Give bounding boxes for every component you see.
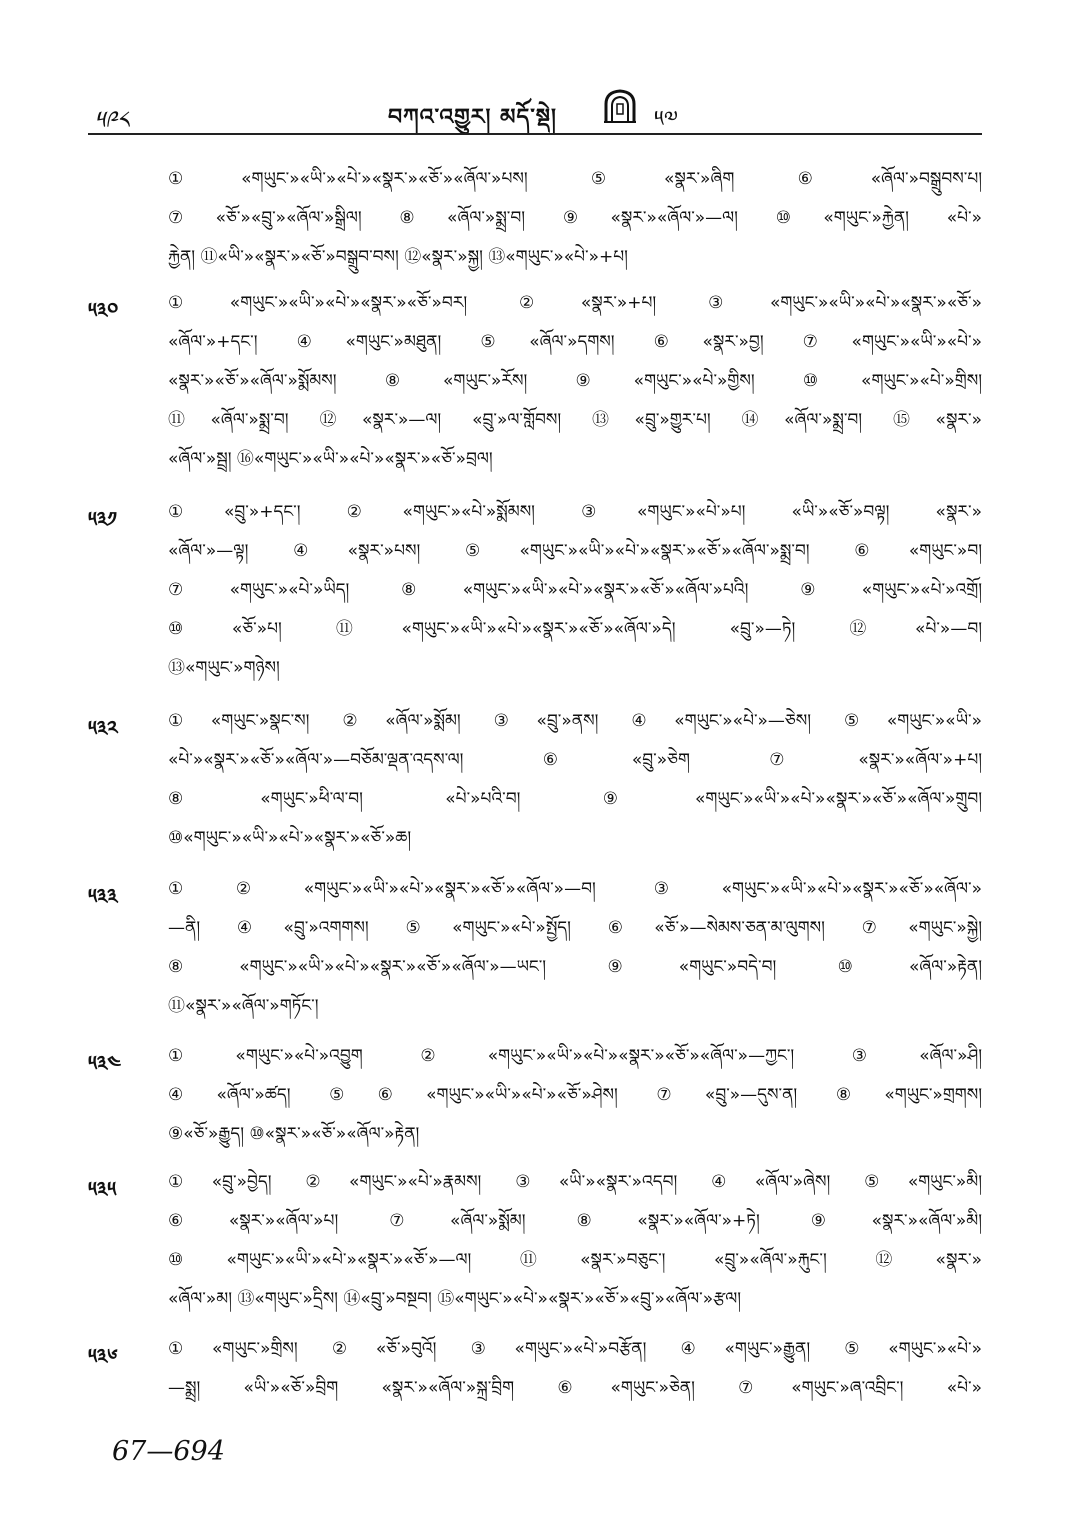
text-line: «ཞོལ་»སྦྲ། ⑯«གཡུང་»«ཡི་»«པེ་»«སྣར་»«ཅོ་»བྲལ། (168, 449, 493, 469)
shrine-emblem-icon (602, 88, 638, 124)
page-header (88, 88, 982, 136)
entry-text (168, 1330, 982, 1408)
text-line: ①«གཡུང་»«ཡི་»«པེ་»«སྣར་»«ཅོ་»བར། ②«སྣར་»+པ། ③«གཡུང་»«ཡི་»«པེ་»«སྣར་»«ཅོ་» (168, 293, 982, 313)
text-line: «པེ་»«སྣར་»«ཅོ་»«ཞོལ་»—བཅོམ་ལྡན་འདས་ལ། ⑥«བྲུ་»ཅེག ⑦«སྣར་»«ཞོལ་»+པ། (168, 750, 982, 770)
entry-text (168, 1037, 982, 1154)
text-line: «སྣར་»«ཅོ་»«ཞོལ་»སྨོམས། ⑧«གཡུང་»རོས། ⑨«གཡུང་»«པེ་»གྱིས། ⑩«གཡུང་»«པེ་»གྲིས། (168, 371, 982, 391)
text-line: —ནི། ④«བྲུ་»འགགས། ⑤«གཡུང་»«པེ་»སྤྱོད། ⑥«ཅོ་»—སེམས་ཅན་མ་ལུགས། ⑦«གཡུང་»སྐྱེ། (168, 918, 982, 938)
entry-number: ༥༣༥ (88, 1177, 117, 1201)
text-line: ①«གཡུང་»གྲིས། ②«ཅོ་»བུའོ། ③«གཡུང་»«པེ་»བརྩོན། ④«གཡུང་»རྒྱུན། ⑤«གཡུང་»«པེ་» (168, 1339, 982, 1359)
text-line: ⑧«གཡུང་»«ཡི་»«པེ་»«སྣར་»«ཅོ་»«ཞོལ་»—ཡང་། ⑨«གཡུང་»བདེ་བ། ⑩«ཞོལ་»རྟེན། (168, 957, 982, 977)
running-title: བཀའ་འགྱུར། མདོ་སྡེ། (388, 105, 557, 130)
entry-number: ༥༣༢ (88, 716, 118, 740)
entry-number: ༥༣༠ (88, 298, 119, 322)
text-line: ①«གཡུང་»«ཡི་»«པེ་»«སྣར་»«ཅོ་»«ཞོལ་»པས། ⑤«སྣར་»ཞིག ⑥«ཞོལ་»བསྒྲུབས་པ། (168, 169, 982, 189)
page-number: ༥༩༨ (94, 106, 130, 134)
entry-text (168, 1163, 982, 1319)
text-line: ⑪«ཞོལ་»སྨྲ་བ། ⑫«སྣར་»—ལ། «བྲུ་»ལ་གློབས། ⑬«བྲུ་»གྱུར་པ། ⑭«ཞོལ་»སྨྲ་བ། ⑮«སྣར་» (168, 410, 982, 430)
entry-number: ༥༣༦ (88, 1344, 118, 1368)
text-line: ⑩«ཅོ་»པ། ⑪«གཡུང་»«ཡི་»«པེ་»«སྣར་»«ཅོ་»«ཞོལ་»དེ། «བྲུ་»—ཏེ། ⑫«པེ་»—བ། (168, 619, 982, 639)
text-line: ⑬«གཡུང་»གཉེས། (168, 658, 280, 678)
entry-text (168, 702, 982, 858)
text-line: ⑪«སྣར་»«ཞོལ་»གཏོང་། (168, 996, 319, 1016)
entry-number: ༥༣༡ (88, 507, 117, 531)
entry-text (168, 160, 982, 277)
text-line: ⑨«ཅོ་»རྒྱུད། ⑩«སྣར་»«ཅོ་»«ཞོལ་»རྟེན། (168, 1124, 420, 1144)
text-line: ①②«གཡུང་»«ཡི་»«པེ་»«སྣར་»«ཅོ་»«ཞོལ་»—བ། ③«གཡུང་»«ཡི་»«པེ་»«སྣར་»«ཅོ་»«ཞོལ་» (168, 879, 982, 899)
entry-number: ༥༣༣ (88, 884, 118, 908)
text-line: ①«གཡུང་»«པེ་»འབྱུག ②«གཡུང་»«ཡི་»«པེ་»«སྣར་»«ཅོ་»«ཞོལ་»—ཀྱང་། ③«ཞོལ་»ཤི། (168, 1046, 982, 1066)
text-line: —སྨྲ། «ཡི་»«ཅོ་»བྲིག «སྣར་»«ཞོལ་»སྐྲ་བྲིག ⑥«གཡུང་»ཅེན། ⑦«གཡུང་»ཞ་འབྲིང་། «པེ་» (168, 1378, 982, 1398)
text-line: ⑩«གཡུང་»«ཡི་»«པེ་»«སྣར་»«ཅོ་»ཆ། (168, 828, 412, 848)
text-line: རྐྱེན། ⑪«ཡི་»«སྣར་»«ཅོ་»བསྒྲུབ་བས། ⑫«སྣར་»སྐྱ། ⑬«གཡུང་»«པེ་»+པ། (168, 247, 628, 267)
text-line: ①«བྲུ་»བྱེད། ②«གཡུང་»«པེ་»རྣམས། ③«ཡི་»«སྣར་»འདབ། ④«ཞོལ་»ཞེས། ⑤«གཡུང་»མི། (168, 1172, 982, 1192)
text-line: «ཞོལ་»མ། ⑬«གཡུང་»དྲིས། ⑭«བྲུ་»བསྔབ། ⑮«གཡུང་»«པེ་»«སྣར་»«ཅོ་»«བྲུ་»«ཞོལ་»རྩལ། (168, 1289, 741, 1309)
entry-number: ༥༣༤ (88, 1051, 121, 1075)
text-line: ⑥«སྣར་»«ཞོལ་»པ། ⑦«ཞོལ་»སྨོམ། ⑧«སྣར་»«ཞོལ་»+ཏེ། ⑨«སྣར་»«ཞོལ་»མི། (168, 1211, 982, 1231)
text-line: ⑩«གཡུང་»«ཡི་»«པེ་»«སྣར་»«ཅོ་»—ལ། ⑪«སྣར་»བཅུང་། «བྲུ་»«ཞོལ་»རྐུང་། ⑫«སྣར་» (168, 1250, 982, 1270)
text-line: ⑦«གཡུང་»«པེ་»ཡིད། ⑧«གཡུང་»«ཡི་»«པེ་»«སྣར་»«ཅོ་»«ཞོལ་»པའི། ⑨«གཡུང་»«པེ་»འགྲོ། (168, 580, 982, 600)
header-rule (88, 133, 982, 135)
entry-text (168, 870, 982, 1026)
sheet-mark: 67—694 (112, 1436, 225, 1467)
text-line: ①«གཡུང་»སྣང་ས། ②«ཞོལ་»སྨོམ། ③«བྲུ་»ནས། ④«གཡུང་»«པེ་»—ཅེས། ⑤«གཡུང་»«ཡི་» (168, 711, 982, 731)
entry-text (168, 284, 982, 479)
text-line: ①«བྲུ་»+དང་། ②«གཡུང་»«པེ་»སྨོམས། ③«གཡུང་»«པེ་»པ། «ཡི་»«ཅོ་»བལྟ། «སྣར་» (168, 502, 982, 522)
text-line: «ཞོལ་»—ལྟ། ④«སྣར་»པས། ⑤«གཡུང་»«ཡི་»«པེ་»«སྣར་»«ཅོ་»«ཞོལ་»སྨྲ་བ། ⑥«གཡུང་»བ། (168, 541, 982, 561)
text-line: ⑧«གཡུང་»ཕི་ལ་བ། «པེ་»པའི་བ། ⑨«གཡུང་»«ཡི་»«པེ་»«སྣར་»«ཅོ་»«ཞོལ་»གྲུབ། (168, 789, 982, 809)
text-line: ⑦«ཅོ་»«བྲུ་»«ཞོལ་»སྒྲིལ། ⑧«ཞོལ་»སྨྲ་བ། ⑨«སྣར་»«ཞོལ་»—ལ། ⑩«གཡུང་»རྐྱེན། «པེ་» (168, 208, 982, 228)
text-line: «ཞོལ་»+དང་། ④«གཡུང་»མཐུན། ⑤«ཞོལ་»དགས། ⑥«སྣར་»བྱ། ⑦«གཡུང་»«ཡི་»«པེ་» (168, 332, 982, 352)
text-line: ④«ཞོལ་»ཚད། ⑤⑥«གཡུང་»«ཡི་»«པེ་»«ཅོ་»ཤེས། ⑦«བྲུ་»—དུས་ན། ⑧«གཡུང་»གྲགས། (168, 1085, 982, 1105)
folio-number: ༥༧ (654, 107, 678, 132)
entry-text (168, 493, 982, 688)
